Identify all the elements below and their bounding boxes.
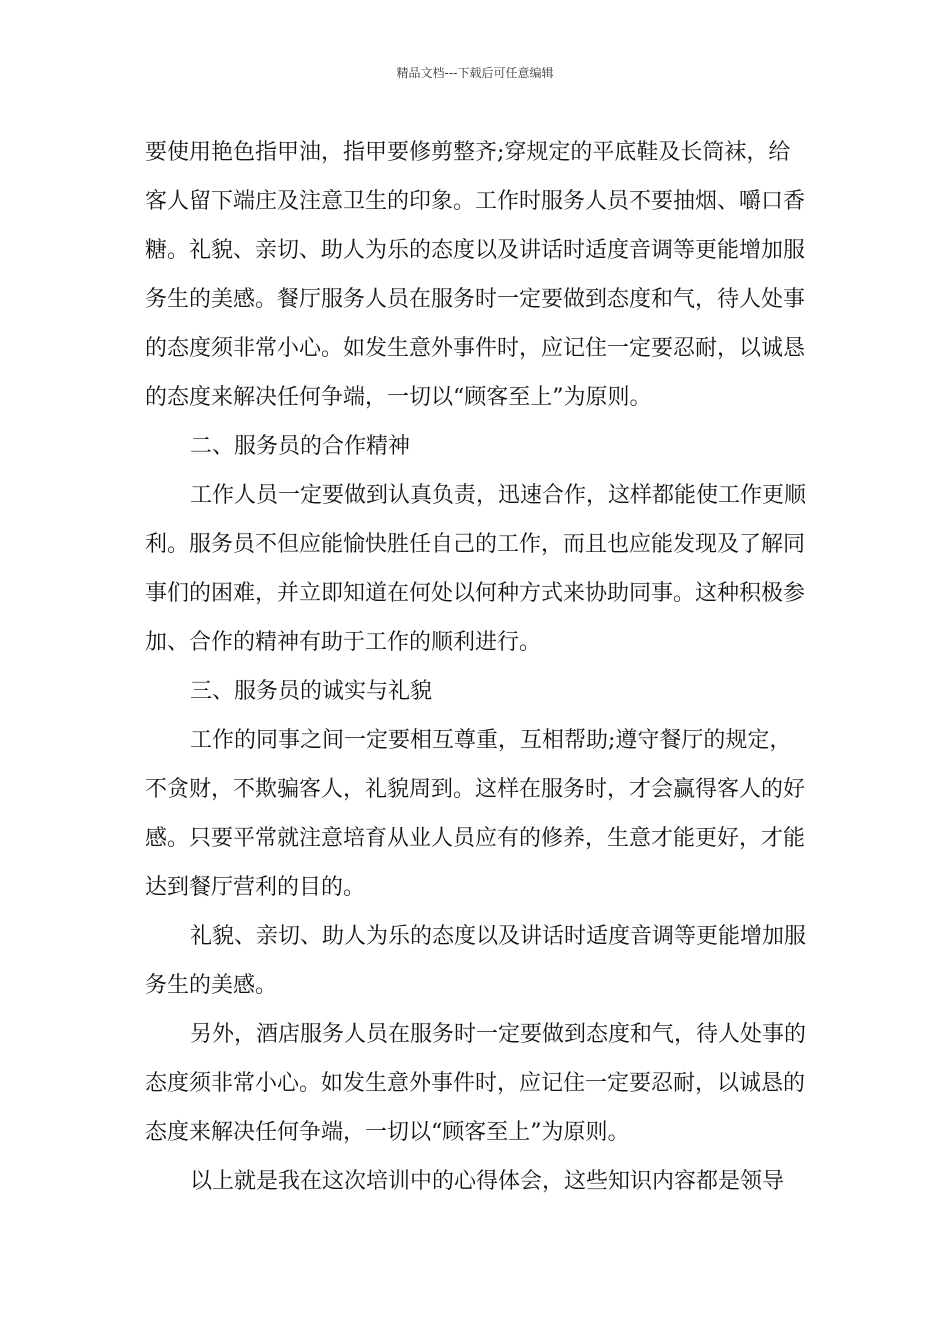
- page-header: 精品文档---下载后可任意编辑: [396, 66, 554, 80]
- paragraph-courtesy: 礼貌、亲切、助人为乐的态度以及讲话时适度音调等更能增加服务生的美感。: [145, 924, 807, 998]
- paragraph-continued: 要使用艳色指甲油，指甲要修剪整齐;穿规定的平底鞋及长筒袜，给客人留下端庄及注意卫生的印象。工作时服务人员不要抽烟、嚼口香糖。礼貌、亲切、助人为乐的态度以及讲话时适度音调等更能增加服务生的美感。餐厅服务人员在服务时一定要做到态度和气，待人处事的态度须非常小心。如发生意外事件时，应记住一定要忍耐，以诚恳的态度来解决任何争端，一切以“顾客至上”为原则。: [145, 140, 806, 410]
- paragraph-honesty: 工作的同事之间一定要相互尊重，互相帮助;遵守餐厅的规定，不贪财，不欺骗客人，礼貌周到。这样在服务时，才会赢得客人的好感。只要平常就注意培育从业人员应有的修养，生意才能更好，才能达到餐厅营利的目的。: [145, 728, 806, 900]
- section-heading-honesty: 三、服务员的诚实与礼貌: [190, 679, 433, 704]
- paragraph-additionally: 另外，酒店服务人员在服务时一定要做到态度和气，待人处事的态度须非常小心。如发生意外事件时，应记住一定要忍耐，以诚恳的态度来解决任何争端，一切以“顾客至上”为原则。: [145, 1022, 807, 1145]
- document-body: [145, 128, 810, 1206]
- section-heading-cooperation: 二、服务员的合作精神: [190, 434, 411, 459]
- paragraph-cooperation: 工作人员一定要做到认真负责，迅速合作，这样都能使工作更顺利。服务员不但应能愉快胜任自己的工作，而且也应能发现及了解同事们的困难，并立即知道在何处以何种方式来协助同事。这种积极参加、合作的精神有助于工作的顺利进行。: [145, 483, 807, 655]
- paragraph-conclusion: 以上就是我在这次培训中的心得体会，这些知识内容都是领导: [190, 1169, 785, 1194]
